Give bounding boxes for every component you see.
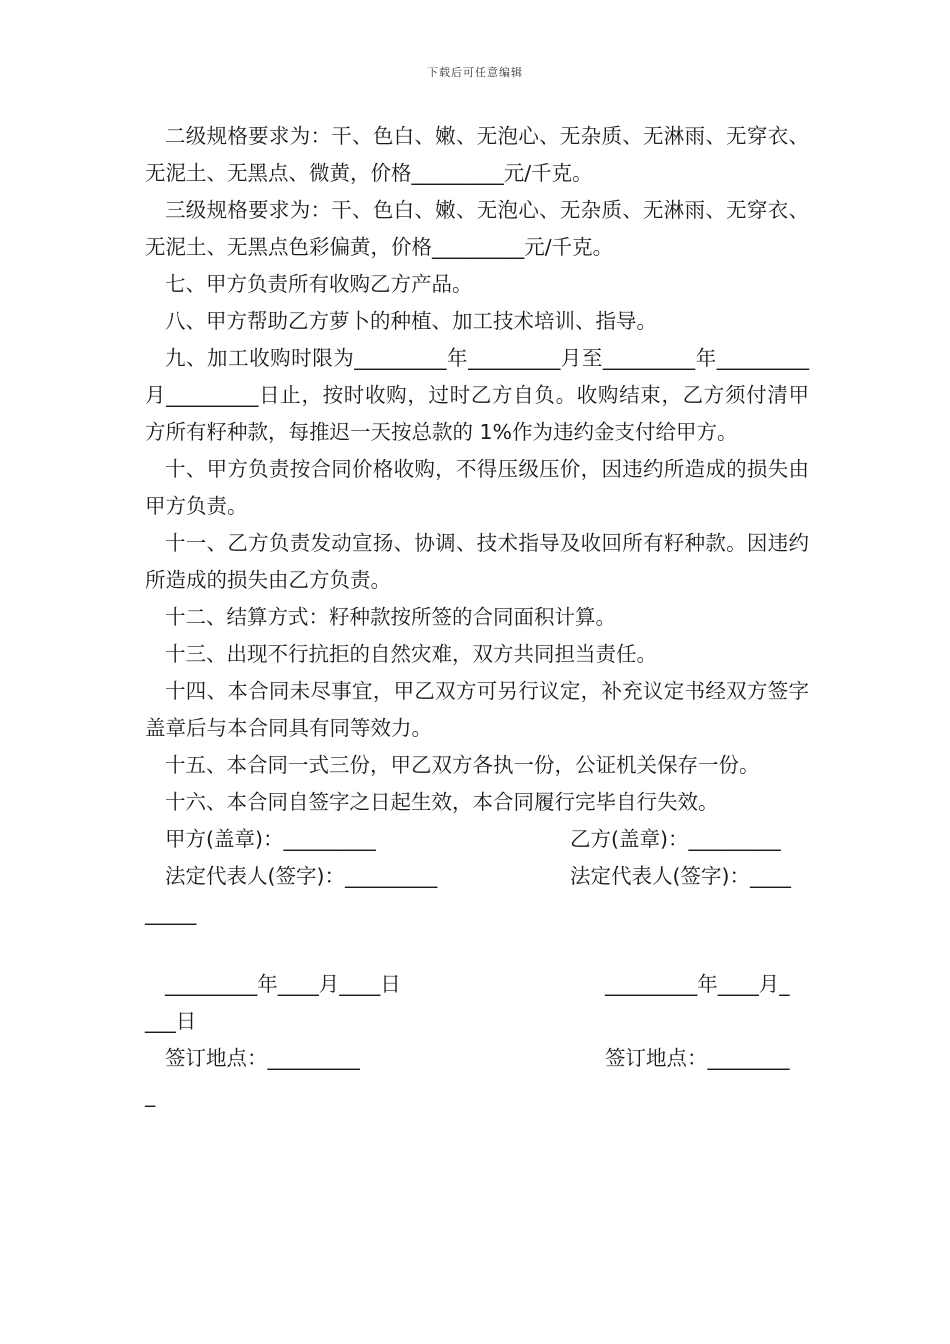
party-b-seal: 乙方(盖章)：_________: [570, 827, 781, 851]
clause-grade-3: 三级规格要求为：干、色白、嫩、无泡心、无杂质、无淋雨、无穿衣、无泥土、无黑点色彩偏黄，价格_________元/千克。: [145, 198, 809, 259]
clause-7: 七、甲方负责所有收购乙方产品。: [165, 272, 473, 296]
clause-10: 十、甲方负责按合同价格收购，不得压级压价，因违约所造成的损失由甲方负责。: [145, 457, 809, 518]
seal-row: [145, 821, 809, 858]
party-a-representative: 法定代表人(签字)：_________: [165, 864, 438, 888]
clause-8: 八、甲方帮助乙方萝卜的种植、加工技术培训、指导。: [165, 309, 657, 333]
spacer: [145, 932, 809, 966]
party-b-place-continued: _: [145, 1083, 156, 1107]
clause-15: 十五、本合同一式三份，甲乙双方各执一份，公证机关保存一份。: [165, 753, 760, 777]
contract-body: [145, 118, 809, 1114]
party-b-representative: 法定代表人(签字)：____: [570, 864, 791, 888]
party-b-date-continued: ___日: [145, 1009, 197, 1033]
party-a-seal: 甲方(盖章)：_________: [165, 827, 376, 851]
clause-16: 十六、本合同自签字之日起生效，本合同履行完毕自行失效。: [165, 790, 719, 814]
clause-12: 十二、结算方式：籽种款按所签的合同面积计算。: [165, 605, 616, 629]
clause-13: 十三、出现不行抗拒的自然灾难，双方共同担当责任。: [165, 642, 657, 666]
representative-row: [145, 858, 809, 895]
page-header: 下载后可任意编辑: [427, 66, 523, 79]
clause-grade-2: 二级规格要求为：干、色白、嫩、无泡心、无杂质、无淋雨、无穿衣、无泥土、无黑点、微黄，价格_________元/千克。: [145, 124, 809, 185]
party-a-date: _________年____月____日: [165, 972, 401, 996]
clause-9: 九、加工收购时限为_________年_________月至_________年_________月_________日止，按时收购，过时乙方自负。收购结束，乙方须付清甲方所有籽种款，每推迟一天按总款的 1%作为违约金支付给甲方。: [145, 346, 809, 444]
date-row: [145, 966, 809, 1003]
party-b-date: _________年____月_: [605, 972, 790, 996]
party-b-representative-continued: _____: [145, 901, 197, 925]
party-a-place: 签订地点：_________: [165, 1046, 360, 1070]
clause-11: 十一、乙方负责发动宣扬、协调、技术指导及收回所有籽种款。因违约所造成的损失由乙方负责。: [145, 531, 809, 592]
place-row: [145, 1040, 809, 1077]
party-b-place: 签订地点：________: [605, 1046, 790, 1070]
clause-14: 十四、本合同未尽事宜，甲乙双方可另行议定，补充议定书经双方签字盖章后与本合同具有同等效力。: [145, 679, 809, 740]
